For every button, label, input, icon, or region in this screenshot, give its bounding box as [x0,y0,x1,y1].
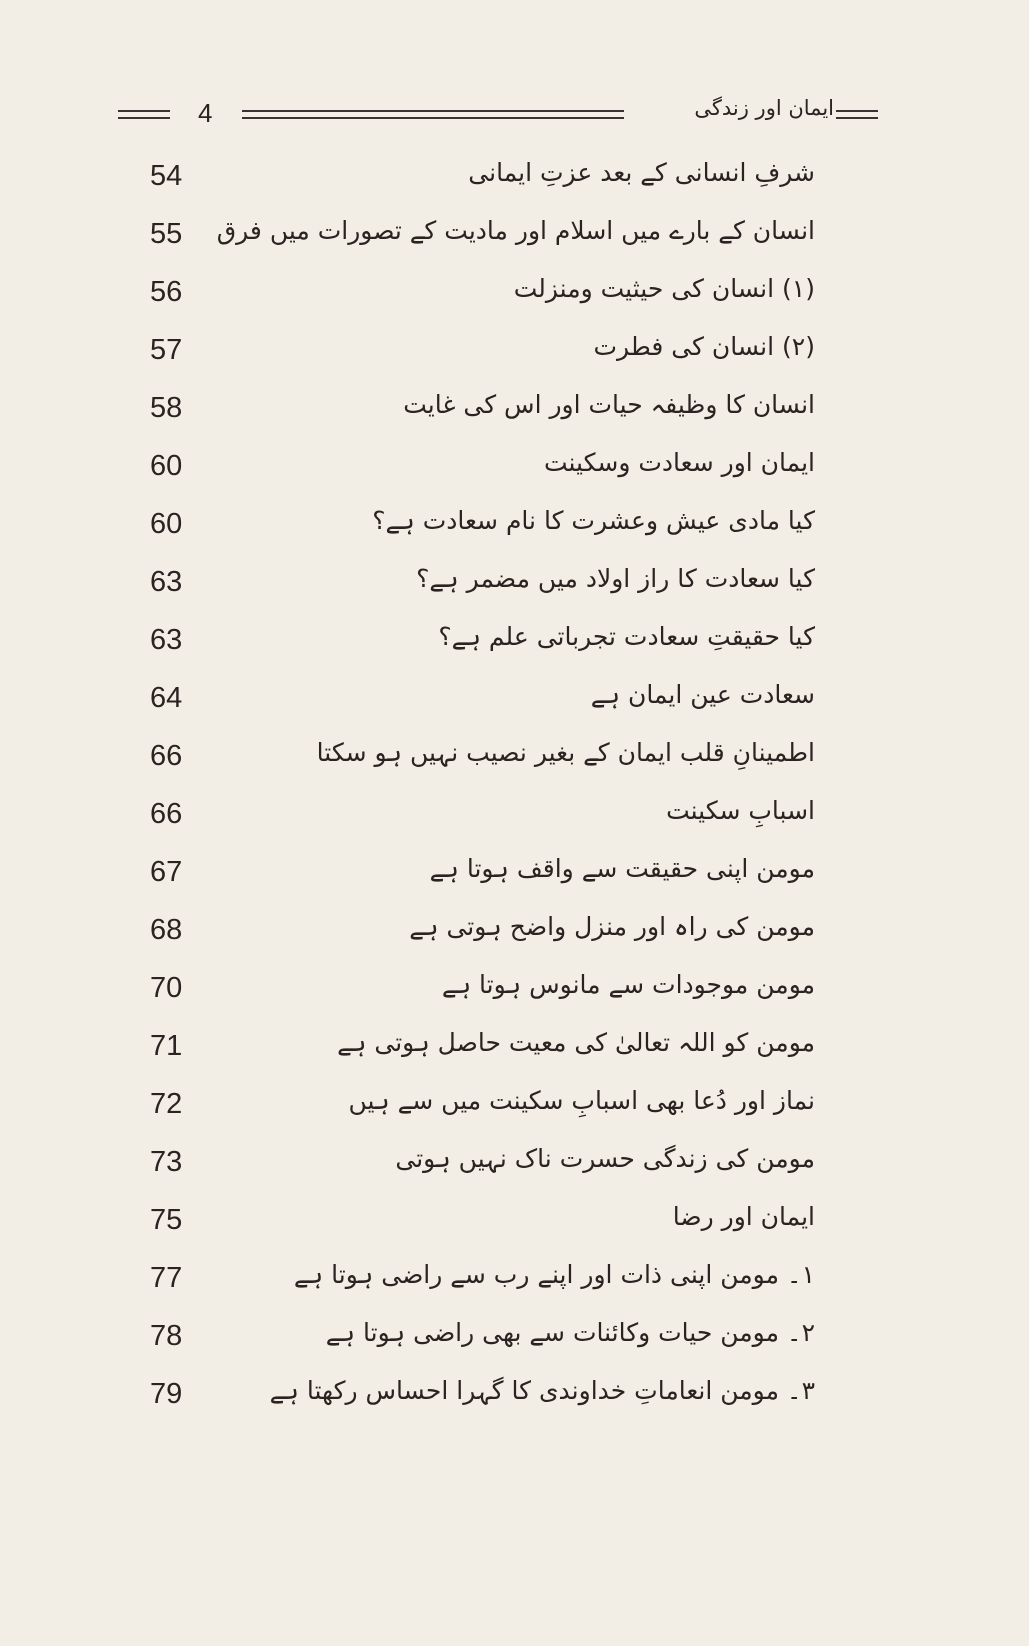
toc-entry [0,904,1029,962]
toc-entry [0,1368,1029,1426]
toc-entry-title: مومن کو اللہ تعالیٰ کی معیت حاصل ہوتی ہے [337,1028,815,1057]
toc-entry [0,730,1029,788]
toc-entry-title: ۲۔ مومن حیات وکائنات سے بھی راضی ہوتا ہے [325,1318,815,1347]
toc-entry-title: (۲) انسان کی فطرت [593,332,815,361]
toc-entry [0,614,1029,672]
toc-entry-page: 78 [150,1320,183,1352]
toc-entry-page: 54 [150,160,183,192]
toc-entry-title: (۱) انسان کی حیثیت ومنزلت [513,274,815,303]
toc-entry-page: 60 [150,450,183,482]
toc-entry [0,672,1029,730]
toc-entry [0,962,1029,1020]
toc-entry-title: ایمان اور رضا [672,1202,815,1231]
toc-entry-title: مومن کی راہ اور منزل واضح ہوتی ہے [409,912,815,941]
toc-entry-title: نماز اور دُعا بھی اسبابِ سکینت میں سے ہیں [348,1086,815,1115]
toc-entry-title: شرفِ انسانی کے بعد عزتِ ایمانی [468,158,815,187]
toc-entry [0,150,1029,208]
toc-entry [0,498,1029,556]
toc-entry-title: سعادت عین ایمان ہے [590,680,815,709]
toc-entry-page: 66 [150,740,183,772]
toc-entry-page: 58 [150,392,183,424]
toc-entry-title: کیا سعادت کا راز اولاد میں مضمر ہے؟ [416,564,815,593]
toc-entry-page: 68 [150,914,183,946]
toc-entry-title: ۳۔ مومن انعاماتِ خداوندی کا گہرا احساس رکھتا ہے [269,1376,815,1405]
toc-entry [0,266,1029,324]
toc-entry-page: 79 [150,1378,183,1410]
toc-entry-page: 63 [150,624,183,656]
toc-entry [0,440,1029,498]
header-rule-middle [242,110,624,119]
toc-entry-page: 63 [150,566,183,598]
toc-entry [0,1020,1029,1078]
header-rule-right [836,110,878,119]
book-title: ایمان اور زندگی [694,96,834,120]
toc-entry-title: ایمان اور سعادت وسکینت [543,448,815,477]
toc-entry [0,788,1029,846]
toc-entry [0,1194,1029,1252]
running-header [118,98,878,128]
toc-entry-title: مومن موجودات سے مانوس ہوتا ہے [441,970,815,999]
toc-entry-title: ۱۔ مومن اپنی ذات اور اپنے رب سے راضی ہوتا ہے [293,1260,815,1289]
toc-entry [0,1252,1029,1310]
toc-entry-title: مومن اپنی حقیقت سے واقف ہوتا ہے [429,854,815,883]
toc-entry-page: 77 [150,1262,183,1294]
toc-entry-page: 71 [150,1030,183,1062]
toc-entry-page: 55 [150,218,183,250]
toc-entry [0,382,1029,440]
toc-entry [0,1310,1029,1368]
toc-entry-page: 57 [150,334,183,366]
toc-entry-title: اسبابِ سکینت [666,796,815,825]
toc-entry [0,846,1029,904]
toc-entry-page: 75 [150,1204,183,1236]
toc-entry-page: 56 [150,276,183,308]
toc-entry-title: انسان کا وظیفہ حیات اور اس کی غایت [403,390,815,419]
toc-entry-page: 70 [150,972,183,1004]
toc-entry-page: 73 [150,1146,183,1178]
toc-entry [0,208,1029,266]
header-rule-left [118,110,170,119]
toc-entry-page: 67 [150,856,183,888]
toc-entry-title: مومن کی زندگی حسرت ناک نہیں ہوتی [395,1144,815,1173]
page-number: 4 [198,98,213,128]
toc-entry-title: انسان کے بارے میں اسلام اور مادیت کے تصورات میں فرق [216,216,815,245]
toc-entry-title: اطمینانِ قلب ایمان کے بغیر نصیب نہیں ہو سکتا [316,738,815,767]
toc-entry [0,556,1029,614]
toc-entry-page: 66 [150,798,183,830]
toc-entry-page: 64 [150,682,183,714]
toc-entry-page: 72 [150,1088,183,1120]
toc-entry-title: کیا حقیقتِ سعادت تجرباتی علم ہے؟ [438,622,815,651]
toc-entry-title: کیا مادی عیش وعشرت کا نام سعادت ہے؟ [372,506,815,535]
toc-entry-page: 60 [150,508,183,540]
toc-entry [0,1136,1029,1194]
toc-entry [0,1078,1029,1136]
toc-entry [0,324,1029,382]
